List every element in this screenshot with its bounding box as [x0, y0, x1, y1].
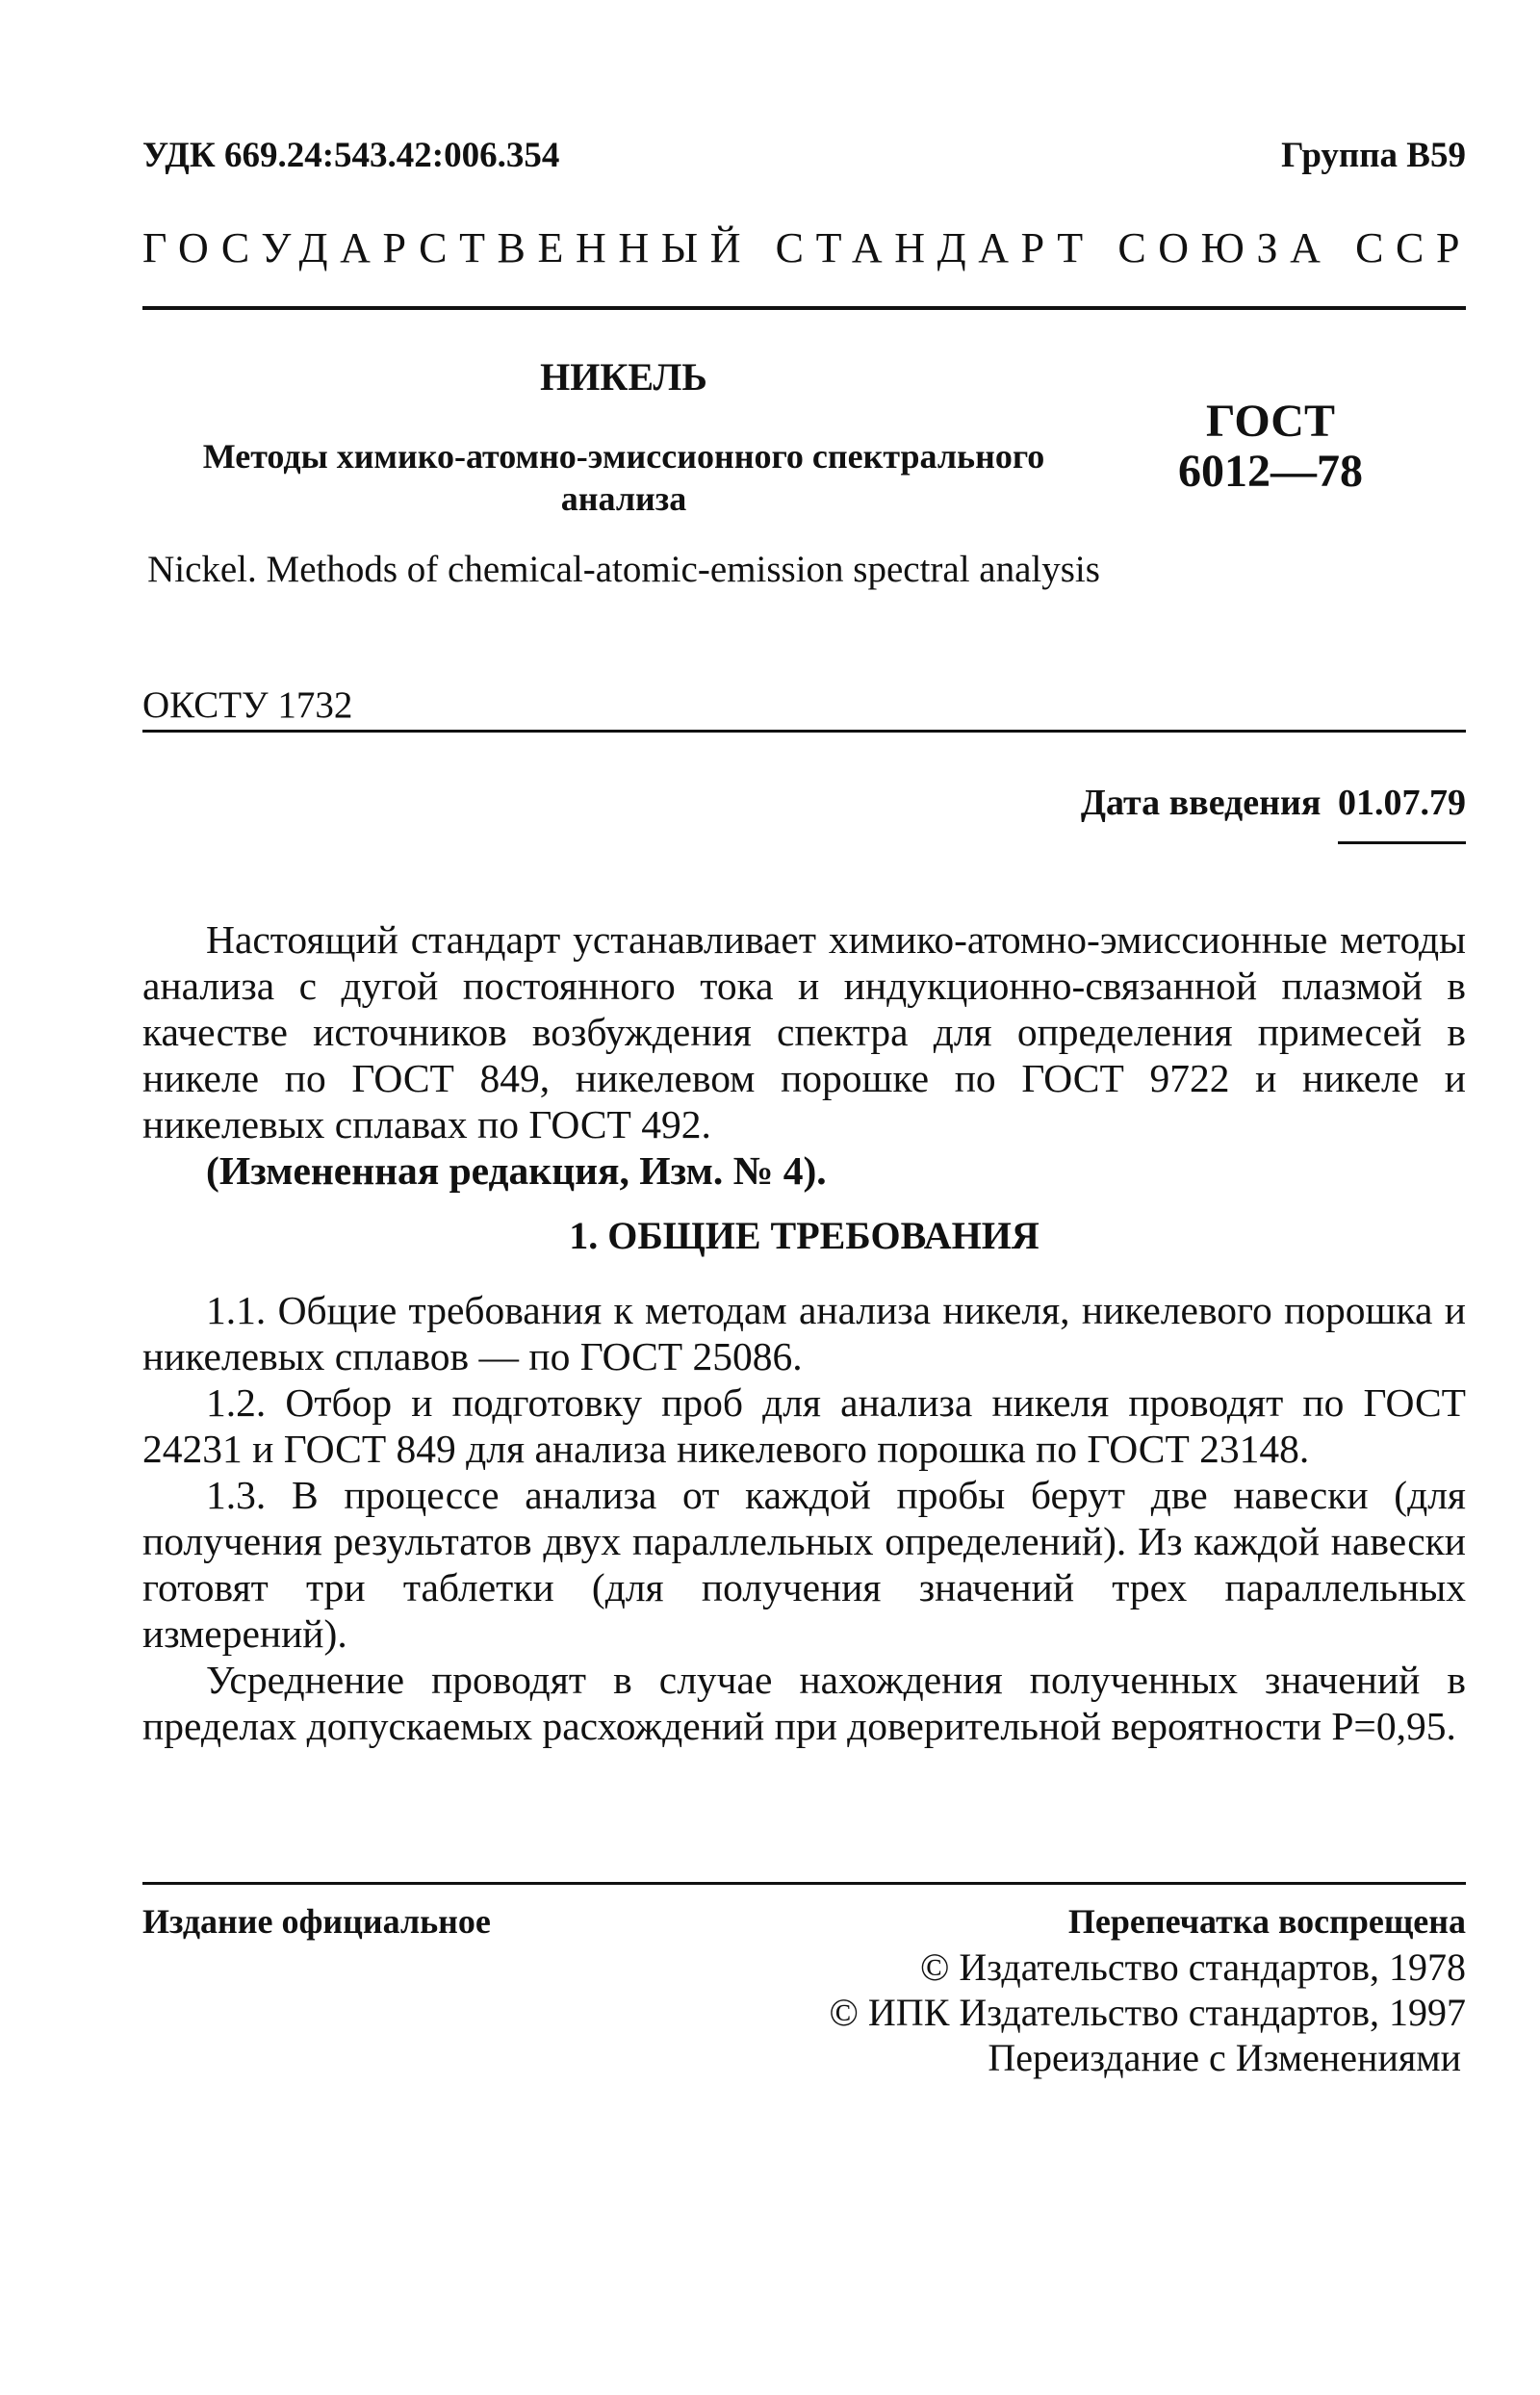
document-title: НИКЕЛЬ — [540, 355, 707, 399]
reprint-notice: Перепечатка воспрещена — [1067, 1902, 1466, 1941]
group-code: Группа В59 — [1281, 136, 1466, 175]
footer-divider — [142, 1882, 1466, 1885]
gost-label: ГОСТ — [1206, 396, 1335, 447]
paragraph-averaging: Усреднение проводят в случае нахождения полученных значений в пределах допускаемых расхождений при доверительной вероятности Р=0,95. — [142, 1658, 1466, 1748]
amendment-note: (Измененная редакция, Изм. № 4). — [206, 1148, 827, 1193]
english-title: Nickel. Methods of chemical-atomic-emission spectral analysis — [147, 549, 1100, 590]
udc-code: УДК 669.24:543.42:006.354 — [142, 136, 560, 175]
paragraph-1-3: 1.3. В процессе анализа от каждой пробы берут две навески (для получения результатов двух параллельных определений). Из каждой навески готовят три таблетки (для получения значений трех параллельных измерений). — [142, 1473, 1466, 1656]
date-value: 01.07.79 — [1338, 782, 1466, 844]
okstu-code: ОКСТУ 1732 — [142, 684, 353, 726]
title-divider — [142, 730, 1466, 733]
intro-section — [142, 916, 1466, 1194]
introduction-date — [1081, 782, 1466, 844]
section-heading: 1. ОБЩИЕ ТРЕБОВАНИЯ — [569, 1214, 1040, 1257]
date-label: Дата введения — [1080, 783, 1322, 823]
gost-number: 6012—78 — [1178, 446, 1363, 497]
paragraph-1-1: 1.1. Общие требования к методам анализа никеля, никелевого порошка и никелевых сплавов — по ГОСТ 25086. — [142, 1288, 1466, 1378]
state-standard-heading: ГОСУДАРСТВЕННЫЙ СТАНДАРТ СОЮЗА ССР — [142, 224, 1473, 271]
requirements-section — [142, 1287, 1466, 1749]
document-subtitle: Методы химико-атомно-эмиссионного спектрального анализа — [202, 437, 1045, 518]
copyright-1997: © ИПК Издательство стандартов, 1997 — [829, 1991, 1466, 2034]
copyright-1978: © Издательство стандартов, 1978 — [919, 1945, 1466, 1989]
reissue-note: Переиздание с Изменениями — [988, 2036, 1461, 2079]
intro-paragraph: Настоящий стандарт устанавливает химико-атомно-эмиссионные методы анализа с дугой постоянного тока и индукционно-связанной плазмой в качестве источников возбуждения спектра для определения примесей в никеле по ГОСТ 849, никелевом порошке по ГОСТ 9722 и никеле и никелевых сплавах по ГОСТ 492. — [142, 917, 1466, 1146]
official-edition: Издание официальное — [142, 1902, 491, 1941]
paragraph-1-2: 1.2. Отбор и подготовку проб для анализа никеля проводят по ГОСТ 24231 и ГОСТ 849 для анализа никелевого порошка по ГОСТ 23148. — [142, 1380, 1466, 1471]
top-divider — [142, 306, 1466, 310]
